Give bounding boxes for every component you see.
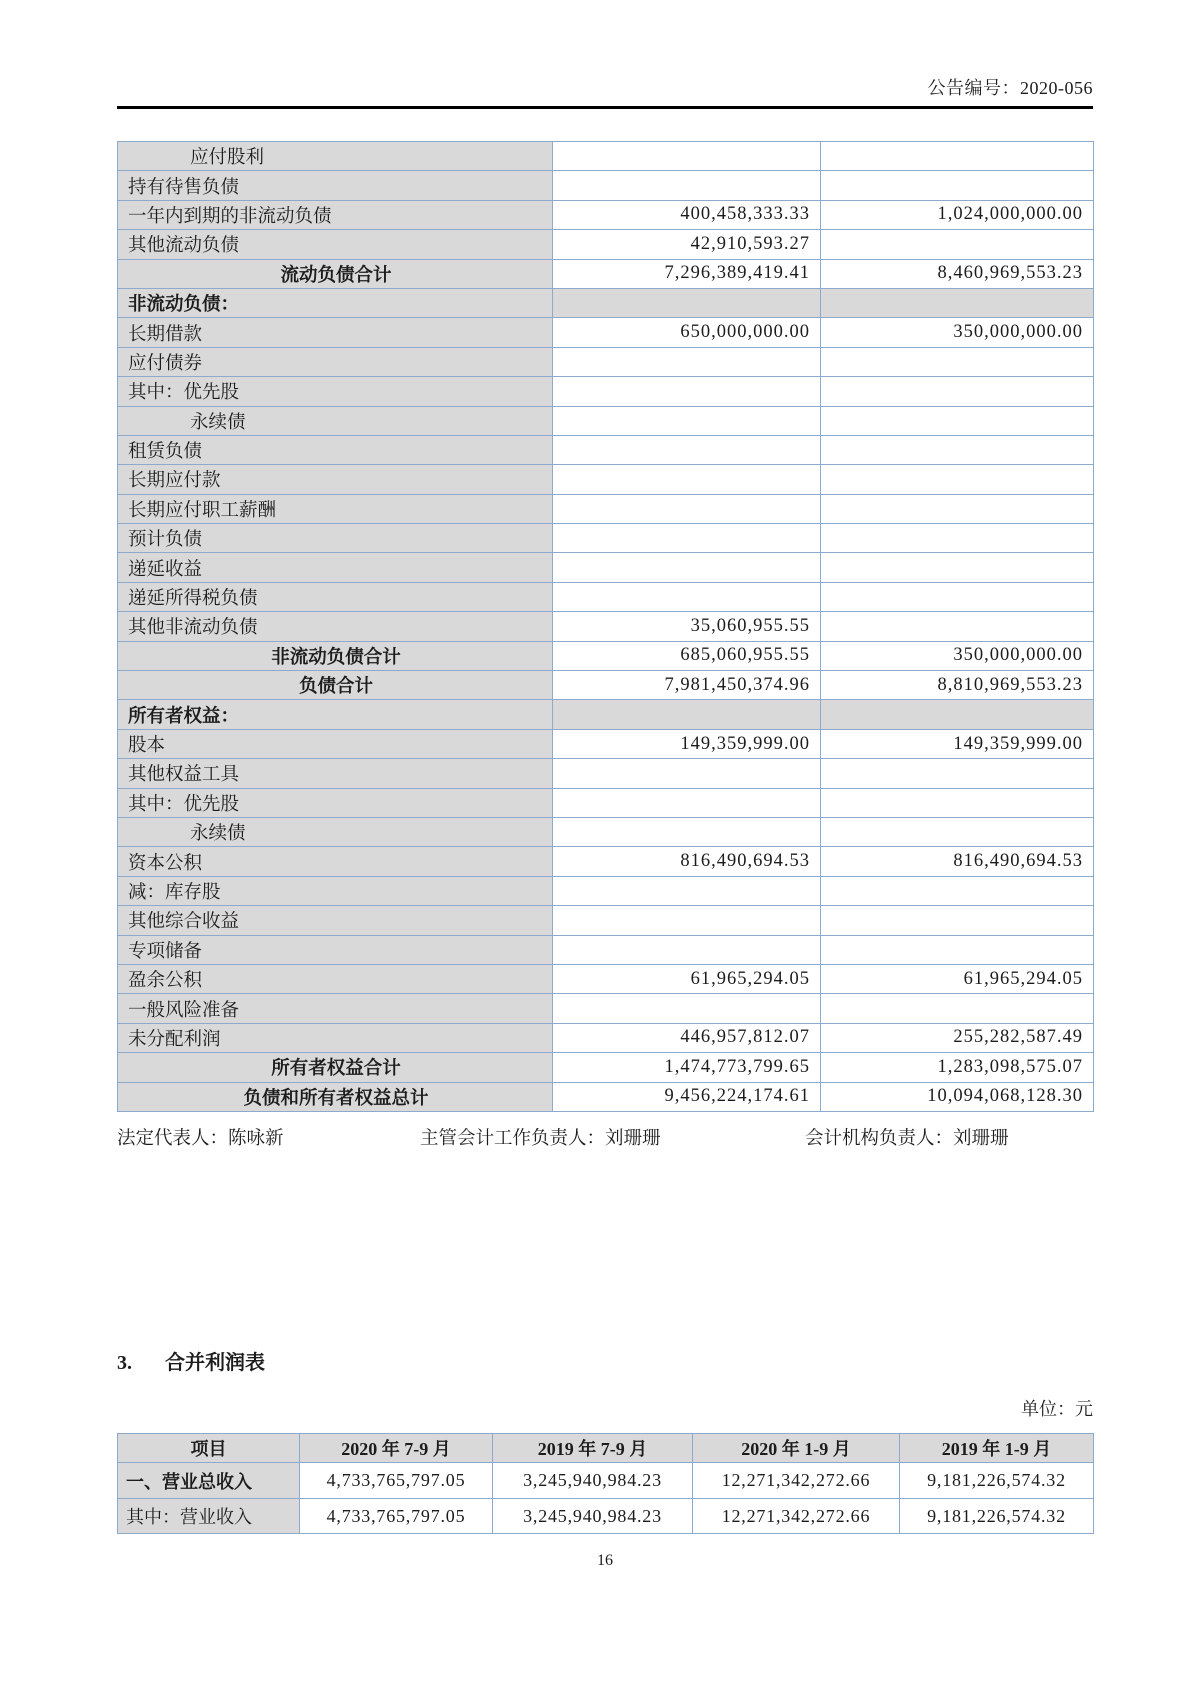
row-label: 一般风险准备 [118, 994, 553, 1023]
table-row [118, 935, 1094, 964]
row-label: 负债合计 [118, 671, 553, 700]
income-header-row [118, 1433, 1094, 1463]
row-value: 4,733,765,797.05 [300, 1463, 493, 1499]
section-number: 3. [117, 1351, 132, 1374]
table-row [118, 1053, 1094, 1082]
row-value [553, 435, 821, 464]
table-row [118, 788, 1094, 817]
row-label: 长期借款 [118, 318, 553, 347]
row-value: 1,474,773,799.65 [553, 1053, 821, 1082]
row-value [821, 935, 1094, 964]
table-row [118, 377, 1094, 406]
row-value [821, 435, 1094, 464]
row-value: 8,810,969,553.23 [821, 671, 1094, 700]
table-row [118, 171, 1094, 200]
row-label: 股本 [118, 729, 553, 758]
row-value [553, 347, 821, 376]
row-value: 650,000,000.00 [553, 318, 821, 347]
accounting-org-head: 会计机构负责人：刘珊珊 [805, 1128, 1009, 1149]
row-label: 长期应付职工薪酬 [118, 494, 553, 523]
row-value [553, 759, 821, 788]
row-label: 其他流动负债 [118, 230, 553, 259]
section-heading [117, 1346, 1093, 1375]
table-row [118, 347, 1094, 376]
row-label: 永续债 [118, 406, 553, 435]
row-value [821, 347, 1094, 376]
row-value: 9,181,226,574.32 [900, 1498, 1094, 1534]
row-value [553, 906, 821, 935]
section-title: 合并利润表 [165, 1351, 265, 1374]
table-row [118, 876, 1094, 905]
row-value [821, 406, 1094, 435]
table-row [118, 142, 1094, 171]
row-label: 预计负债 [118, 524, 553, 553]
row-value [821, 553, 1094, 582]
row-value: 1,283,098,575.07 [821, 1053, 1094, 1082]
row-value [821, 465, 1094, 494]
row-value [553, 465, 821, 494]
row-value [553, 406, 821, 435]
row-label: 租赁负债 [118, 435, 553, 464]
row-value: 35,060,955.55 [553, 612, 821, 641]
page-number: 16 [597, 1552, 613, 1570]
table-row [118, 641, 1094, 670]
table-row [118, 1023, 1094, 1052]
table-row [118, 759, 1094, 788]
row-value [821, 142, 1094, 171]
row-label: 流动负债合计 [118, 259, 553, 288]
row-value [553, 288, 821, 317]
row-value: 350,000,000.00 [821, 318, 1094, 347]
row-value [553, 171, 821, 200]
table-row [118, 435, 1094, 464]
row-value [553, 524, 821, 553]
row-label: 一年内到期的非流动负债 [118, 200, 553, 229]
row-label: 递延所得税负债 [118, 582, 553, 611]
row-value: 42,910,593.27 [553, 230, 821, 259]
row-value: 350,000,000.00 [821, 641, 1094, 670]
row-value: 61,965,294.05 [821, 964, 1094, 993]
row-label: 其中：优先股 [118, 788, 553, 817]
row-label: 盈余公积 [118, 964, 553, 993]
row-value: 10,094,068,128.30 [821, 1082, 1094, 1111]
table-row [118, 1082, 1094, 1111]
column-header: 2019 年 1-9 月 [900, 1433, 1094, 1463]
row-value: 7,981,450,374.96 [553, 671, 821, 700]
row-value [821, 759, 1094, 788]
row-value [553, 788, 821, 817]
row-value: 816,490,694.53 [821, 847, 1094, 876]
row-value: 9,456,224,174.61 [553, 1082, 821, 1111]
row-value [553, 377, 821, 406]
row-value: 685,060,955.55 [553, 641, 821, 670]
row-label: 永续债 [118, 817, 553, 846]
row-label: 持有待售负债 [118, 171, 553, 200]
row-value: 816,490,694.53 [553, 847, 821, 876]
row-value [821, 612, 1094, 641]
row-value [553, 553, 821, 582]
row-value [821, 906, 1094, 935]
row-value [821, 524, 1094, 553]
table-row [118, 582, 1094, 611]
row-value [553, 142, 821, 171]
table-row [118, 729, 1094, 758]
row-label: 其他综合收益 [118, 906, 553, 935]
row-value [553, 994, 821, 1023]
header-rule [117, 106, 1093, 109]
income-statement-table [117, 1433, 1094, 1535]
row-label: 其中：优先股 [118, 377, 553, 406]
row-value: 12,271,342,272.66 [693, 1498, 900, 1534]
row-label: 所有者权益： [118, 700, 553, 729]
balance-sheet-table [117, 141, 1094, 1112]
row-label: 所有者权益合计 [118, 1053, 553, 1082]
table-row [118, 553, 1094, 582]
row-value: 9,181,226,574.32 [900, 1463, 1094, 1499]
row-value [821, 876, 1094, 905]
column-header: 项目 [118, 1433, 300, 1463]
row-label: 其他权益工具 [118, 759, 553, 788]
page-content [117, 0, 1093, 1570]
table-row [118, 671, 1094, 700]
table-row [118, 494, 1094, 523]
row-value [821, 817, 1094, 846]
row-value [821, 377, 1094, 406]
row-value [553, 700, 821, 729]
notice-number: 公告编号：2020-056 [927, 78, 1093, 98]
row-value: 400,458,333.33 [553, 200, 821, 229]
row-value: 149,359,999.00 [553, 729, 821, 758]
row-value: 149,359,999.00 [821, 729, 1094, 758]
row-value: 4,733,765,797.05 [300, 1498, 493, 1534]
row-value: 3,245,940,984.23 [493, 1463, 693, 1499]
balance-sheet-body [118, 142, 1094, 1112]
row-value [821, 788, 1094, 817]
row-label: 长期应付款 [118, 465, 553, 494]
table-row [118, 906, 1094, 935]
table-row [118, 524, 1094, 553]
table-row [118, 259, 1094, 288]
row-value: 446,957,812.07 [553, 1023, 821, 1052]
row-label: 未分配利润 [118, 1023, 553, 1052]
row-label: 减：库存股 [118, 876, 553, 905]
table-row [118, 1463, 1094, 1499]
row-value: 12,271,342,272.66 [693, 1463, 900, 1499]
row-label: 应付债券 [118, 347, 553, 376]
table-row [118, 964, 1094, 993]
table-row [118, 817, 1094, 846]
row-value [553, 935, 821, 964]
table-row [118, 700, 1094, 729]
table-row [118, 612, 1094, 641]
row-label: 其他非流动负债 [118, 612, 553, 641]
unit-label: 单位：元 [1021, 1398, 1093, 1419]
table-row [118, 994, 1094, 1023]
column-header: 2020 年 1-9 月 [693, 1433, 900, 1463]
column-header: 2019 年 7-9 月 [493, 1433, 693, 1463]
row-label: 专项储备 [118, 935, 553, 964]
row-label: 非流动负债： [118, 288, 553, 317]
row-value [553, 876, 821, 905]
table-row [118, 1498, 1094, 1534]
table-row [118, 230, 1094, 259]
row-label: 递延收益 [118, 553, 553, 582]
row-value [821, 288, 1094, 317]
row-value [821, 230, 1094, 259]
table-row [118, 406, 1094, 435]
chief-accountant: 主管会计工作负责人：刘珊珊 [420, 1128, 661, 1149]
row-value: 3,245,940,984.23 [493, 1498, 693, 1534]
row-label: 非流动负债合计 [118, 641, 553, 670]
table-row [118, 288, 1094, 317]
row-value: 255,282,587.49 [821, 1023, 1094, 1052]
row-label: 资本公积 [118, 847, 553, 876]
row-label: 其中：营业收入 [118, 1498, 300, 1534]
row-label: 应付股利 [118, 142, 553, 171]
income-statement-body [118, 1463, 1094, 1534]
row-value: 1,024,000,000.00 [821, 200, 1094, 229]
row-value: 7,296,389,419.41 [553, 259, 821, 288]
row-value [553, 582, 821, 611]
signature-line [117, 1124, 1093, 1150]
row-value [821, 494, 1094, 523]
row-value [821, 994, 1094, 1023]
row-label: 负债和所有者权益总计 [118, 1082, 553, 1111]
row-value [821, 700, 1094, 729]
row-value: 8,460,969,553.23 [821, 259, 1094, 288]
row-value: 61,965,294.05 [553, 964, 821, 993]
row-value [553, 494, 821, 523]
table-row [118, 847, 1094, 876]
row-value [821, 171, 1094, 200]
table-row [118, 318, 1094, 347]
table-row [118, 200, 1094, 229]
row-label: 一、营业总收入 [118, 1463, 300, 1499]
table-row [118, 465, 1094, 494]
row-value [821, 582, 1094, 611]
legal-representative: 法定代表人：陈咏新 [117, 1128, 284, 1149]
column-header: 2020 年 7-9 月 [300, 1433, 493, 1463]
row-value [553, 817, 821, 846]
